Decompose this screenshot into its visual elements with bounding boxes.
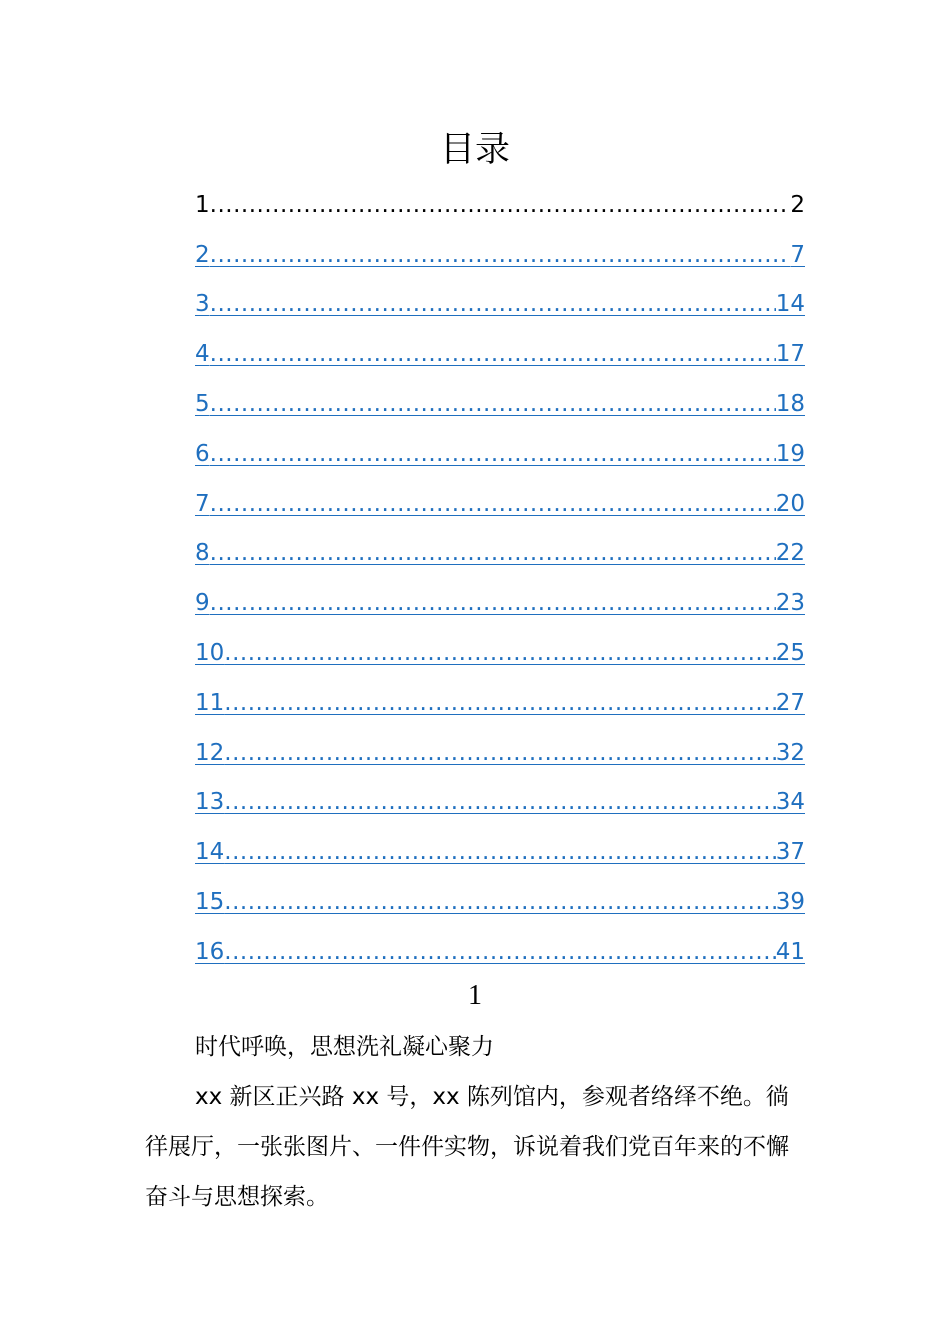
toc-entry-page: 14 [775,291,805,318]
toc-entry-16[interactable] [195,927,805,977]
toc-leader [224,740,775,766]
toc-entry-10[interactable] [195,628,805,678]
toc-entry-label: 9 [195,590,210,617]
body-paragraph: xx 新区正兴路 xx 号，xx 陈列馆内，参观者络绎不绝。徜徉展厅，一张张图片、一件件实物，诉说着我们党百年来的不懈奋斗与思想探索。 [145,1084,789,1210]
toc-entry-5[interactable] [195,379,805,429]
toc-entry-1[interactable] [195,180,805,230]
toc-entry-label: 4 [195,341,210,368]
toc-entry-page: 17 [775,341,805,368]
toc-entry-13[interactable] [195,778,805,828]
toc-entry-label: 5 [195,391,210,418]
toc-entry-page: 18 [775,391,805,418]
toc-entry-14[interactable] [195,827,805,877]
toc-leader [224,939,775,965]
toc-entry-label: 10 [195,640,225,667]
toc-entry-8[interactable] [195,529,805,579]
toc-entry-15[interactable] [195,877,805,927]
toc-leader [224,789,775,815]
toc-title: 目录 [439,130,510,170]
toc-entry-page: 2 [790,191,805,218]
toc-entry-page: 34 [775,789,805,816]
toc-leader [210,341,776,367]
toc-leader [224,889,775,915]
toc-entry-label: 14 [195,839,225,866]
toc-entry-label: 16 [195,938,225,965]
toc-entry-page: 41 [775,938,805,965]
toc-entry-page: 39 [775,889,805,916]
toc-entry-page: 23 [775,590,805,617]
toc-leader [210,242,791,268]
toc-entry-label: 2 [195,241,210,268]
toc-entry-12[interactable] [195,728,805,778]
toc-leader [210,291,776,317]
toc-entry-label: 6 [195,440,210,467]
toc-entry-9[interactable] [195,578,805,628]
toc-entry-page: 22 [775,540,805,567]
toc-entry-6[interactable] [195,429,805,479]
toc-entry-label: 1 [195,191,210,218]
toc-entry-4[interactable] [195,329,805,379]
toc-leader [210,441,776,467]
toc-leader [224,640,775,666]
subheading: 时代呼唤，思想洗礼凝心聚力 [195,1034,494,1060]
toc-entry-2[interactable] [195,230,805,280]
toc-entry-label: 11 [195,689,225,716]
table-of-contents [195,180,805,977]
toc-entry-label: 8 [195,540,210,567]
toc-entry-page: 25 [775,640,805,667]
toc-entry-page: 19 [775,440,805,467]
toc-entry-label: 12 [195,739,225,766]
toc-leader [210,391,776,417]
section-heading: 1 [468,980,482,1011]
toc-entry-label: 13 [195,789,225,816]
toc-leader [210,590,776,616]
toc-entry-11[interactable] [195,678,805,728]
toc-leader [210,540,776,566]
toc-entry-3[interactable] [195,280,805,330]
toc-entry-label: 3 [195,291,210,318]
toc-entry-page: 27 [775,689,805,716]
toc-entry-7[interactable] [195,479,805,529]
toc-entry-label: 15 [195,889,225,916]
toc-leader [210,491,776,517]
toc-entry-page: 32 [775,739,805,766]
toc-entry-page: 20 [775,490,805,517]
toc-entry-label: 7 [195,490,210,517]
toc-leader [224,839,775,865]
toc-entry-page: 37 [775,839,805,866]
toc-leader [210,192,791,218]
toc-leader [224,690,775,716]
toc-entry-page: 7 [790,241,805,268]
